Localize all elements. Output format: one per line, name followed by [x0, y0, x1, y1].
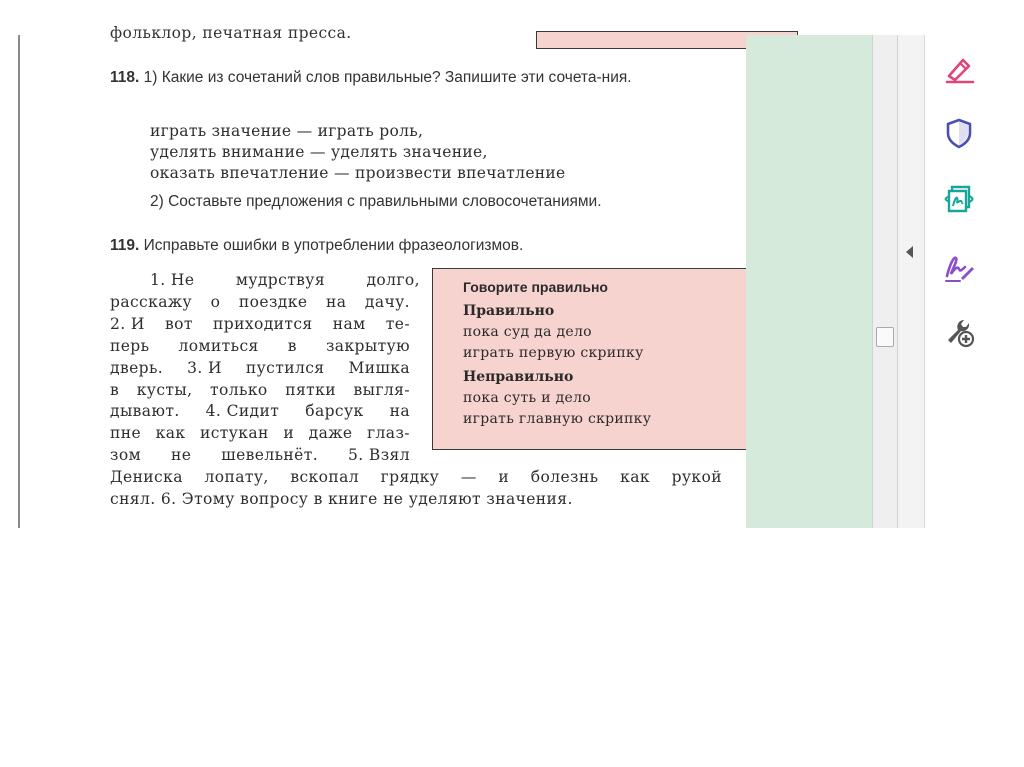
text-word: дверь. [110, 358, 164, 377]
text-word: и [283, 424, 295, 443]
word-pair: уделять внимание — уделять значение, [150, 143, 488, 161]
text-line [110, 381, 410, 399]
text-word: пятки [285, 380, 336, 399]
text-word: истукан [200, 424, 269, 443]
collapse-arrow-icon[interactable] [906, 246, 913, 258]
text-word: в [287, 336, 297, 355]
word-pair: играть значение — играть роль, [150, 122, 424, 140]
tip-box [432, 268, 796, 450]
tools-pane [925, 35, 992, 528]
text-word: дачу. [364, 292, 410, 311]
exercise-number: 119. [110, 237, 140, 254]
text-word: рукой [671, 468, 722, 487]
exercise-task: Исправьте ошибки в употреблении фразеологизмов. [143, 237, 524, 254]
compare-files-icon [942, 182, 976, 216]
text-line [110, 337, 410, 355]
text-word: Мишка [348, 358, 410, 377]
fill-sign-tool-button[interactable] [939, 49, 979, 89]
text-word: болезнь [530, 468, 599, 487]
text-word: расскажу [110, 292, 193, 311]
fill-sign-icon [942, 52, 976, 86]
text-word: вот [165, 314, 193, 333]
text-word: шевельнёт. [221, 446, 319, 465]
text-word: долго, [366, 271, 420, 289]
text-line [110, 468, 722, 486]
text-word: дывают. [110, 402, 180, 421]
text-word: пне [110, 424, 142, 443]
text-word: даже [308, 424, 353, 443]
text-word: на [389, 402, 410, 421]
text-line [110, 402, 410, 420]
text-word: снял. 6. Этому вопросу в книге не уделяют значения. [110, 490, 573, 508]
correct-example: пока суд да дело [463, 324, 592, 340]
correct-label: Правильно [463, 303, 555, 319]
text-word: 4. Сидит [205, 402, 280, 421]
text-word: ломиться [178, 336, 259, 355]
text-word: — [460, 468, 477, 487]
text-word: лопату, [204, 468, 269, 487]
text-word: закрытую [325, 336, 410, 355]
word-pair: оказать впечатление — произвести впечатление [150, 164, 566, 182]
more-tools-icon [942, 314, 976, 348]
wrong-example: пока суть и дело [463, 390, 592, 406]
text-word: перь [110, 336, 150, 355]
exercise-119 [110, 237, 523, 255]
text-word: в [110, 380, 120, 399]
text-line [150, 271, 420, 289]
protect-shield-icon [942, 116, 976, 150]
text-word: как [155, 424, 186, 443]
more-tools-button[interactable] [939, 311, 979, 351]
page-background [746, 35, 872, 528]
text-word: глаз- [367, 424, 410, 443]
exercise-number: 118. [110, 69, 140, 86]
text-word: на [325, 292, 347, 311]
text-line [110, 446, 410, 464]
exercise-118 [110, 67, 722, 88]
text-word: поездке [238, 292, 308, 311]
text-word: мудрствуя [235, 271, 325, 289]
word-pairs [150, 121, 566, 184]
previous-page-text: фольклор, печатная пресса. [110, 24, 352, 42]
scrollbar-thumb[interactable] [876, 327, 894, 347]
text-word: те- [385, 314, 410, 333]
text-line [110, 315, 410, 333]
exercise-subtask: 2) Составьте предложения с правильными словосочетаниями. [150, 193, 602, 210]
wrong-label: Неправильно [463, 369, 574, 385]
text-line [110, 424, 410, 442]
text-word: 5. Взял [348, 446, 410, 465]
text-word: зом [110, 446, 142, 465]
text-word: вскопал [290, 468, 359, 487]
tip-title: Говорите правильно [463, 279, 608, 295]
text-word: барсук [305, 402, 364, 421]
signature-icon [942, 250, 976, 284]
text-word: и [498, 468, 510, 487]
correct-example: играть первую скрипку [463, 345, 644, 361]
pdf-viewer-window [18, 24, 992, 528]
text-word: Дениска [110, 468, 183, 487]
document-page [20, 24, 746, 528]
text-word: 3. И [187, 358, 222, 377]
text-word: 2. И [110, 314, 145, 333]
text-line [110, 490, 573, 508]
panel-collapse-bar[interactable] [898, 35, 925, 528]
text-word: пустился [245, 358, 325, 377]
text-word: кусты, [136, 380, 193, 399]
vertical-scrollbar[interactable] [872, 35, 898, 528]
text-word: только [210, 380, 268, 399]
protect-tool-button[interactable] [939, 113, 979, 153]
sign-tool-button[interactable] [939, 247, 979, 287]
text-line [110, 359, 410, 377]
text-word: выгля- [353, 380, 410, 399]
text-word: приходится [213, 314, 313, 333]
compare-tool-button[interactable] [939, 179, 979, 219]
exercise-task: 1) Какие из сочетаний слов правильные? Запишите эти сочета-ния. [143, 69, 632, 86]
wrong-example: играть главную скрипку [463, 411, 652, 427]
text-word: о [210, 292, 221, 311]
text-line [110, 293, 410, 311]
text-word: нам [332, 314, 366, 333]
text-word: не [171, 446, 192, 465]
text-word: как [620, 468, 650, 487]
text-word: 1. Не [150, 271, 195, 289]
text-word: грядку [380, 468, 440, 487]
